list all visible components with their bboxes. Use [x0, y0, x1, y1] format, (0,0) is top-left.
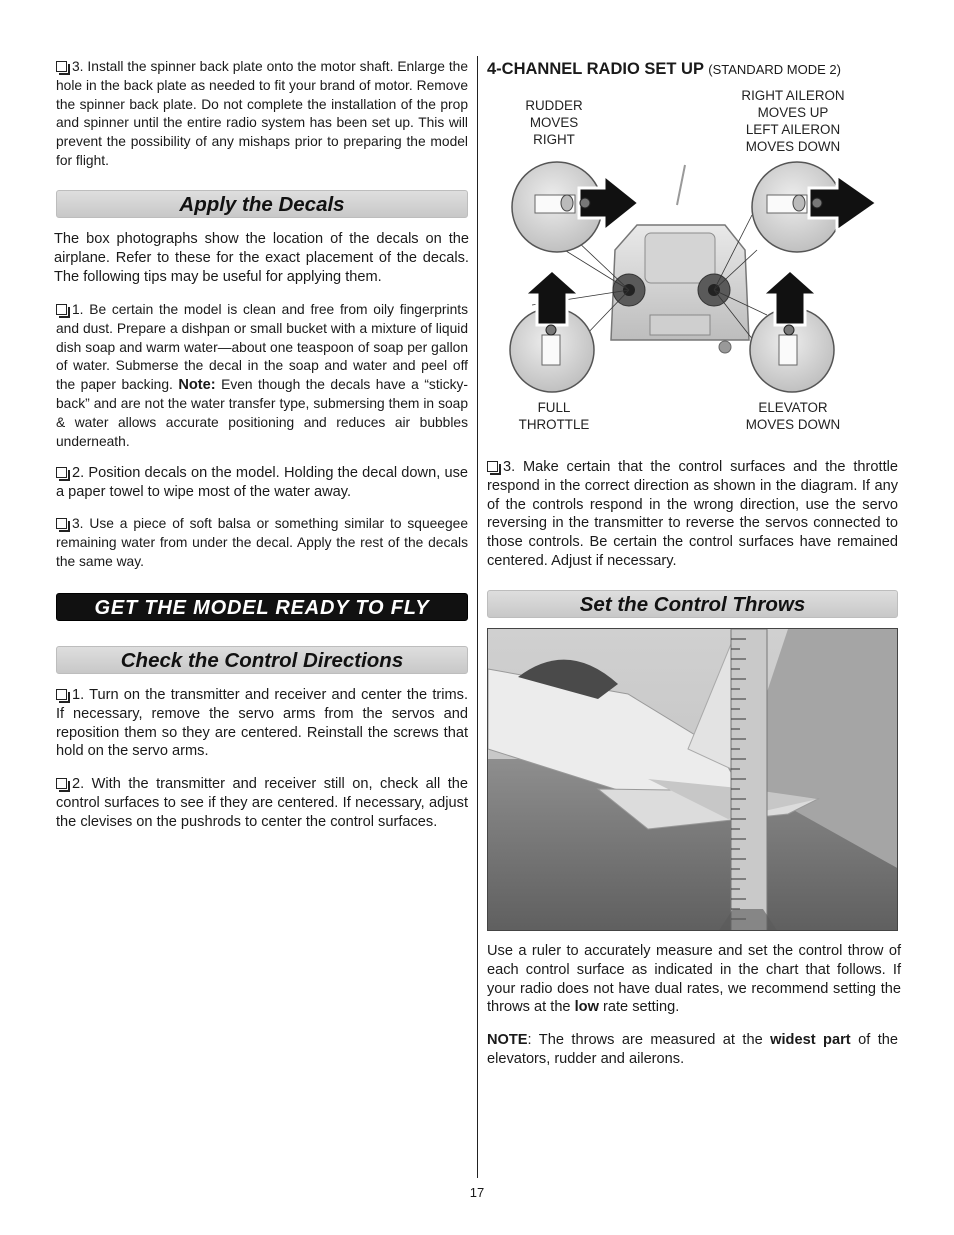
- decal-step-2: 2. Position decals on the model. Holding the decal down, use a paper towel to wipe most of the water away.: [56, 465, 468, 500]
- checkbox-icon[interactable]: [487, 461, 498, 472]
- aileron-stick-icon: [752, 162, 877, 252]
- apply-decals-heading: Apply the Decals: [56, 190, 468, 218]
- checkbox-icon[interactable]: [56, 61, 67, 72]
- control-throws-heading: Set the Control Throws: [487, 590, 898, 618]
- elevator-stick-icon: [750, 270, 834, 392]
- decal-step-1: 1. Be certain the model is clean and free from oily fingerprints and dust. Prepare a dishpan or small bucket with a mixture of liquid dish soap and warm water—about one teaspoon of soap per gallon of water. Submerse the decal in the soap and water and peel off the paper backing. Note: Even though the decals have a “sticky-back” and are not the water transfer type, submersing them in soap & water allows accurate positioning and reduces air bubbles underneath.: [56, 302, 469, 449]
- column-divider: [477, 56, 478, 1178]
- decals-intro: The box photographs show the location of the decals on the airplane. Refer to these for the exact placement of the decals. The following tips may be useful for applying them.: [54, 231, 469, 285]
- ruler-measurement-photo: [487, 628, 898, 931]
- control-check-step-3: 3. Make certain that the control surfaces and the throttle respond in the correct direction as shown in the diagram. If any of the controls respond in the wrong direction, use the servo reversing in the transmitter to reverse the servos connected to those controls. Be certain the control surfaces have remained centered. Adjust if necessary.: [487, 459, 898, 569]
- directions-step-1: 1. Turn on the transmitter and receiver and center the trims. If necessary, remove the servo arms from the servos and reposition them so they are centered. Reinstall the screws that hold on the servo arms.: [56, 687, 468, 760]
- throws-note: NOTE: The throws are measured at the widest part of the elevators, rudder and ailerons.: [487, 1032, 898, 1067]
- aileron-label: RIGHT AILERON MOVES UP LEFT AILERON MOVES DOWN: [741, 88, 845, 154]
- transmitter-diagram: [487, 155, 899, 400]
- elevator-label: ELEVATOR MOVES DOWN: [745, 400, 841, 432]
- transmitter-icon: [611, 225, 749, 353]
- checkbox-icon[interactable]: [56, 304, 67, 315]
- airplane-tail-ruler-image: [488, 629, 898, 931]
- ready-to-fly-heading: GET THE MODEL READY TO FLY: [56, 593, 468, 621]
- throttle-stick-icon: [510, 270, 594, 392]
- control-directions-heading: Check the Control Directions: [56, 646, 468, 674]
- ruler-icon: [731, 629, 767, 931]
- checkbox-icon[interactable]: [56, 778, 67, 789]
- throttle-label: FULL THROTTLE: [518, 400, 590, 432]
- page-number: 17: [469, 1185, 485, 1200]
- radio-setup-title: 4-CHANNEL RADIO SET UP (STANDARD MODE 2): [487, 60, 841, 78]
- spinner-step: 3. Install the spinner back plate onto the motor shaft. Enlarge the hole in the back plate as needed to fit your brand of motor. Remove the spinner back plate. Do not complete the installation of the prop and spinner until the entire radio system has been set up. This will prevent the possibility of any mishaps prior to preparing the model for flight.: [56, 59, 468, 168]
- rudder-stick-icon: [512, 162, 639, 252]
- checkbox-icon[interactable]: [56, 518, 67, 529]
- checkbox-icon[interactable]: [56, 467, 67, 478]
- rudder-label: RUDDER MOVES RIGHT: [525, 98, 583, 147]
- decal-step-3: 3. Use a piece of soft balsa or something similar to squeegee remaining water from under the decal. Apply the rest of the decals the same way.: [56, 516, 468, 569]
- directions-step-2: 2. With the transmitter and receiver still on, check all the control surfaces to see if they are centered. If necessary, adjust the clevises on the pushrods to center the control surfaces.: [56, 776, 468, 830]
- checkbox-icon[interactable]: [56, 689, 67, 700]
- ruler-instructions: Use a ruler to accurately measure and set the control throw of each control surface as indicated in the chart that follows. If your radio does not have dual rates, we recommend setting the throws at the low rate setting.: [487, 943, 901, 1016]
